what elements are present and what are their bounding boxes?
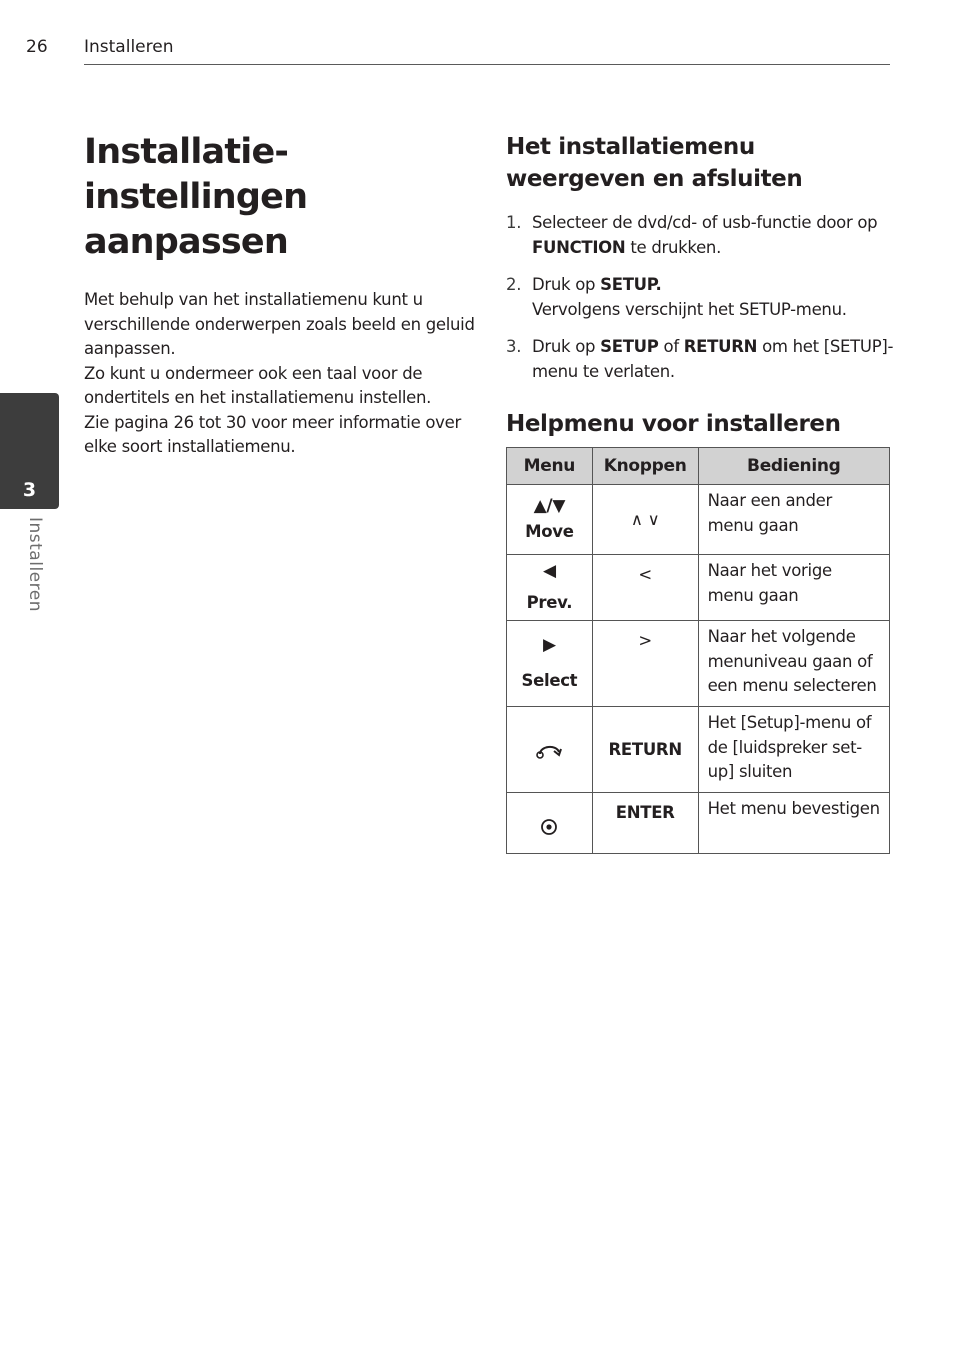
table-row — [507, 707, 890, 793]
menu-cell — [507, 707, 593, 793]
button-cell: > — [592, 621, 698, 707]
step-number: 2. — [506, 275, 522, 294]
menu-cell — [507, 485, 593, 555]
step-text: Druk op — [532, 337, 601, 356]
chapter-label: Installeren — [25, 517, 45, 612]
step-item — [506, 334, 896, 384]
operation-cell: Naar het volgende menuniveau gaan of een menu selecteren — [698, 621, 889, 707]
section-heading-display: Het installatiemenu weergeven en afsluiten — [506, 134, 803, 192]
table-row — [507, 555, 890, 621]
page-header — [0, 0, 954, 70]
page-number: 26 — [26, 37, 48, 57]
step-key: SETUP. — [600, 275, 662, 294]
step-item — [506, 272, 896, 322]
header-title: Installeren — [84, 37, 174, 57]
menu-cell — [507, 621, 593, 707]
help-menu-table — [506, 447, 890, 854]
table-row — [507, 793, 890, 854]
steps-list — [506, 210, 896, 396]
enter-icon — [539, 817, 559, 837]
step-text: of — [658, 337, 684, 356]
page-title: Installatie-instellingen aanpassen — [84, 132, 308, 262]
button-cell: RETURN — [592, 707, 698, 793]
step-key: RETURN — [683, 337, 758, 356]
step-text: Selecteer de dvd/cd- of usb-functie door op — [532, 213, 878, 232]
table-row — [507, 485, 890, 555]
chapter-number: 3 — [22, 479, 37, 501]
menu-label: Move — [525, 521, 574, 541]
column-header-menu: Menu — [507, 448, 593, 485]
menu-label: Prev. — [526, 592, 573, 612]
intro-paragraph: Zo kunt u ondermeer ook een taal voor de ondertitels en het installatiemenu instellen. — [84, 363, 432, 407]
menu-cell — [507, 793, 593, 854]
section-heading-help: Helpmenu voor installeren — [506, 411, 841, 437]
intro-paragraph: Met behulp van het installatiemenu kunt u verschillende onderwerpen zoals beeld en geluid aanpassen. — [84, 290, 475, 358]
operation-cell: Naar het vorige menu gaan — [698, 555, 889, 621]
intro-text — [84, 288, 476, 460]
header-rule — [84, 64, 890, 65]
button-cell: ∧ ∨ — [592, 485, 698, 555]
step-number: 3. — [506, 337, 522, 356]
step-text: Druk op — [532, 275, 601, 294]
column-header-buttons: Knoppen — [592, 448, 698, 485]
button-cell: ENTER — [592, 793, 698, 854]
column-header-operation: Bediening — [698, 448, 889, 485]
step-item — [506, 210, 896, 260]
chapter-tab — [0, 393, 59, 509]
intro-paragraph: Zie pagina 26 tot 30 voor meer informatie over elke soort installatiemenu. — [84, 412, 461, 456]
return-icon — [534, 740, 564, 760]
menu-cell — [507, 555, 593, 621]
menu-label: Select — [521, 670, 578, 690]
step-key: FUNCTION — [532, 238, 626, 257]
step-text: te drukken. — [625, 238, 722, 257]
right-arrow-icon: ▶ — [542, 634, 556, 655]
up-down-arrows-icon: ▲/▼ — [533, 495, 566, 516]
step-text: om het [SETUP]-menu te verlaten. — [532, 337, 894, 381]
step-number: 1. — [506, 213, 522, 232]
operation-cell: Het menu bevestigen — [698, 793, 889, 854]
left-arrow-icon: ◀ — [542, 560, 556, 581]
button-cell: < — [592, 555, 698, 621]
step-key: SETUP — [600, 337, 659, 356]
table-row — [507, 621, 890, 707]
table-header-row — [507, 448, 890, 485]
operation-cell: Naar een ander menu gaan — [698, 485, 889, 555]
step-result: Vervolgens verschijnt het SETUP-menu. — [532, 300, 847, 319]
operation-cell: Het [Setup]-menu of de [luidspreker set-up] sluiten — [698, 707, 889, 793]
